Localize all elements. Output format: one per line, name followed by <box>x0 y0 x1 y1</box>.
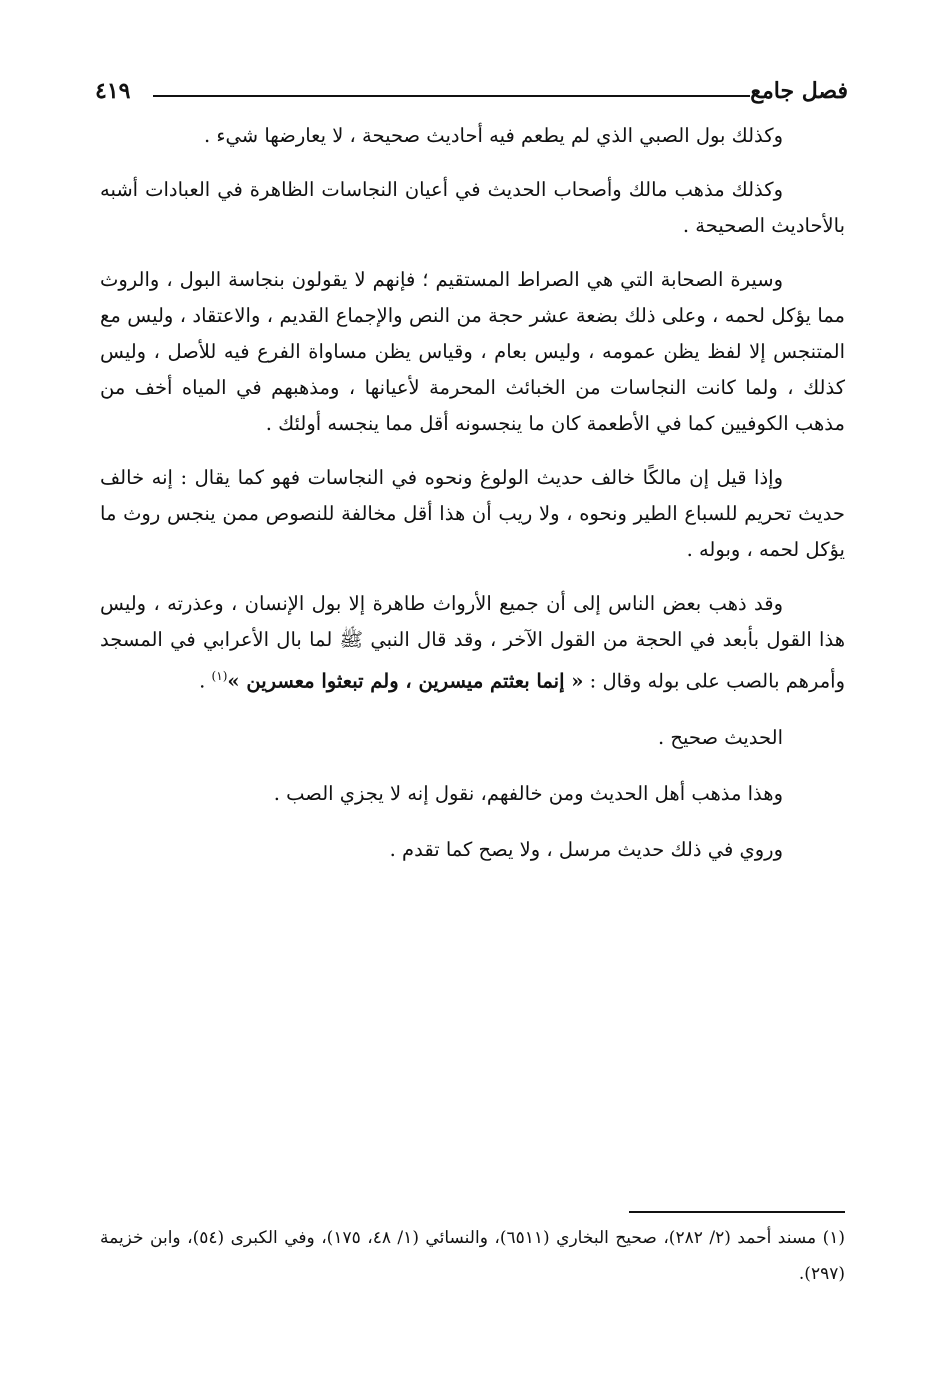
paragraph-with-hadith <box>100 586 845 700</box>
paragraph-text: وقد ذهب بعض الناس إلى أن جميع الأرواث طاهرة إلا بول الإنسان ، وعذرته ، وليس هذا القول بأبعد في الحجة من القول الآخر ، وقد قال النبي ﷺ لما بال الأعرابي في المسجد وأمرهم بالصب على بوله وقال : <box>100 592 845 693</box>
footnote: (١) مسند أحمد (٢/ ٢٨٢)، صحيح البخاري (٦٥١١)، والنسائي (١/ ٤٨، ١٧٥)، وفي الكبرى (٥٤)، وابن خزيمة (٢٩٧). <box>100 1228 846 1284</box>
short-line: الحديث صحيح . <box>658 725 783 749</box>
header-rule <box>153 95 750 97</box>
short-line: وروي في ذلك حديث مرسل ، ولا يصح كما تقدم . <box>389 837 783 861</box>
short-line: وهذا مذهب أهل الحديث ومن خالفهم، نقول إنه لا يجزي الصب . <box>273 781 783 805</box>
paragraph: وإذا قيل إن مالكًا خالف حديث الولوغ ونحوه في النجاسات فهو كما يقال : إنه خالف حديث تحريم للسباع الطير ونحوه ، ولا ريب أن هذا أقل مخالفة للنصوص ممن ينجس روث ما يؤكل لحمه ، وبوله . <box>100 466 845 561</box>
paragraph-end: . <box>199 669 212 693</box>
paragraph: وكذلك بول الصبي الذي لم يطعم فيه أحاديث صحيحة ، لا يعارضها شيء . <box>203 124 783 147</box>
page-number: ٤١٩ <box>95 78 131 104</box>
running-header <box>95 78 848 114</box>
paragraph: وسيرة الصحابة التي هي الصراط المستقيم ؛ فإنهم لا يقولون بنجاسة البول ، والروث مما يؤكل لحمه ، وعلى ذلك بضعة عشر حجة من النص والإجماع القديم ، والاعتقاد ، وليس مع المتنجس إلا لفظ يظن عمومه ، وليس بعام ، وقياس يظن مساواة الفرع فيه للأصل ، وليس كذلك ، ولما كانت النجاسات من الخبائث المحرمة لأعيانها ، ومذهبهم في المياه أخف من مذهب الكوفيين كما في الأطعمة كان ما ينجسونه أقل مما ينجسه أولئك . <box>100 268 845 435</box>
main-text <box>100 118 845 888</box>
hadith-quote: « إنما بعثتم ميسرين ، ولم تبعثوا معسرين » <box>227 669 584 693</box>
footnote-ref: (١) <box>211 669 228 683</box>
paragraph: وكذلك مذهب مالك وأصحاب الحديث في أعيان النجاسات الظاهرة في العبادات أشبه بالأحاديث الصحيحة . <box>100 178 845 237</box>
chapter-title: فصل جامع <box>750 78 848 104</box>
footnote-separator <box>629 1211 845 1213</box>
